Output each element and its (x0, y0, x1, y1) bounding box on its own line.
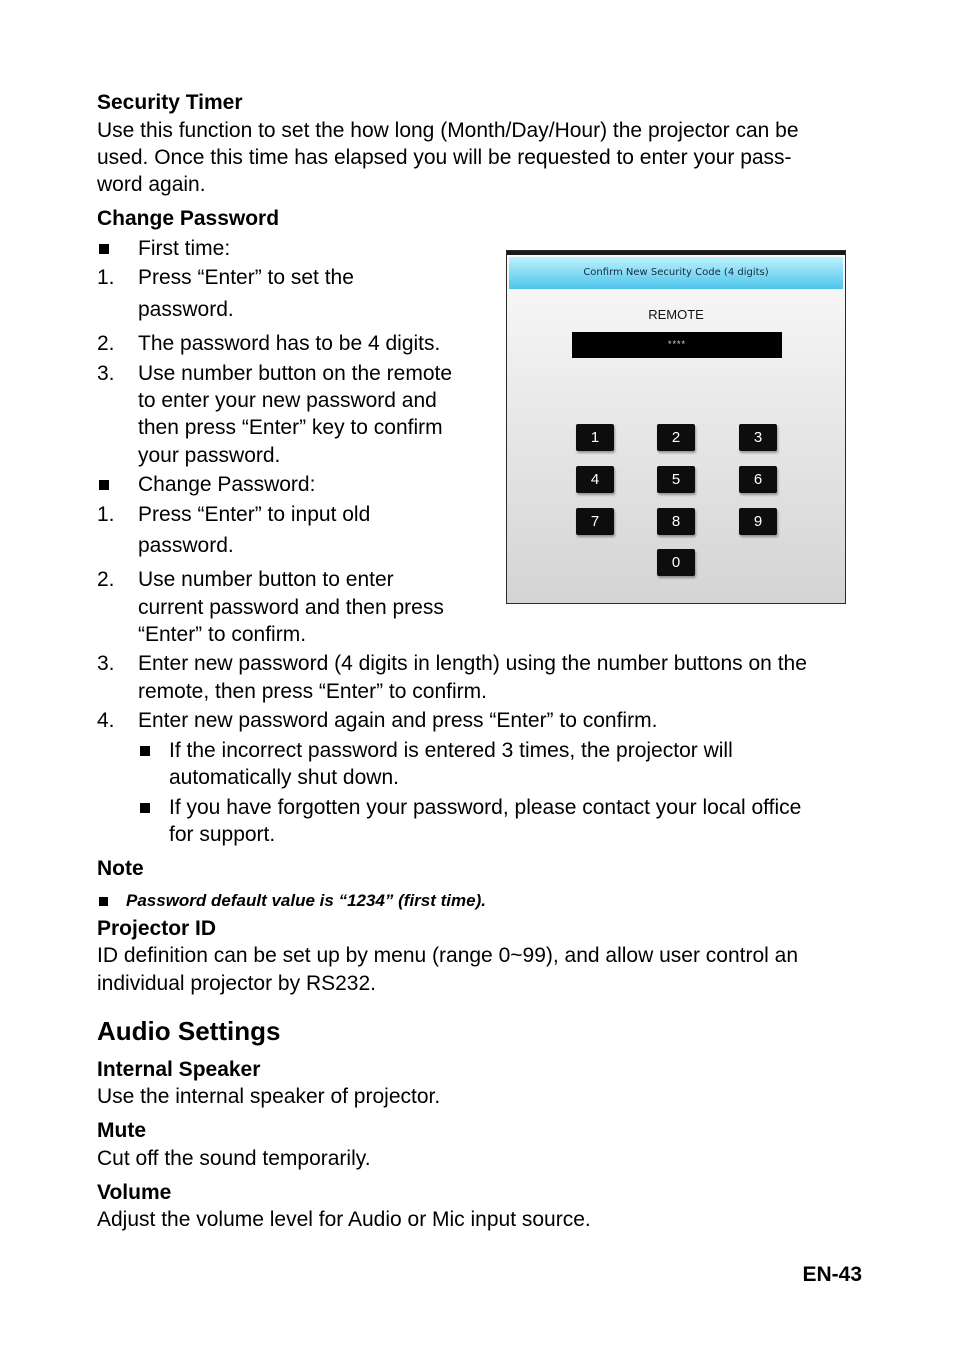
first-time-step-1-line-1: Press “Enter” to set the (138, 266, 354, 289)
page-number: EN-43 (802, 1263, 862, 1286)
keypad-button-6[interactable]: 6 (739, 466, 777, 493)
bullet-icon (99, 480, 109, 490)
mute-text: Cut off the sound temporarily. (97, 1147, 371, 1170)
sub-bullet-2-line-2: for support. (169, 823, 276, 846)
change-step-1-line-1: Press “Enter” to input old (138, 503, 371, 526)
list-number: 3. (97, 652, 115, 675)
first-time-step-3-line-4: your password. (138, 444, 281, 467)
first-time-label: First time: (138, 237, 231, 260)
change-step-1-line-2: password. (138, 534, 234, 557)
sub-bullet-1-line-2: automatically shut down. (169, 766, 399, 789)
bullet-icon (99, 897, 108, 906)
sub-bullet-1-line-1: If the incorrect password is entered 3 times, the projector will (169, 739, 733, 762)
projector-id-line-2: individual projector by RS232. (97, 972, 376, 995)
list-number: 4. (97, 709, 115, 732)
first-time-step-3-line-1: Use number button on the remote (138, 362, 453, 385)
change-step-3-line-2: remote, then press “Enter” to confirm. (138, 680, 487, 703)
change-step-4: Enter new password again and press “Enter” to confirm. (138, 709, 658, 732)
list-number: 2. (97, 568, 115, 591)
change-step-2-line-1: Use number button to enter (138, 568, 394, 591)
first-time-step-1-line-2: password. (138, 298, 234, 321)
change-step-2-line-3: “Enter” to confirm. (138, 623, 307, 646)
security-code-input[interactable]: **** (572, 332, 782, 358)
internal-speaker-heading: Internal Speaker (97, 1058, 261, 1081)
volume-text: Adjust the volume level for Audio or Mic input source. (97, 1208, 591, 1231)
dialog-title: Confirm New Security Code (4 digits) (509, 257, 843, 289)
projector-id-line-1: ID definition can be set up by menu (range 0~99), and allow user control an (97, 944, 799, 967)
list-number: 2. (97, 332, 115, 355)
mute-heading: Mute (97, 1119, 146, 1142)
dialog-top-border (507, 251, 845, 255)
bullet-icon (99, 244, 109, 254)
bullet-icon (140, 746, 150, 756)
security-timer-heading: Security Timer (97, 91, 243, 114)
list-number: 1. (97, 266, 115, 289)
keypad-button-8[interactable]: 8 (657, 508, 695, 535)
first-time-step-2: The password has to be 4 digits. (138, 332, 441, 355)
remote-label: REMOTE (648, 307, 704, 322)
note-heading: Note (97, 857, 144, 880)
change-step-2-line-2: current password and then press (138, 596, 444, 619)
audio-settings-heading: Audio Settings (97, 1016, 281, 1046)
keypad-button-7[interactable]: 7 (576, 508, 614, 535)
note-text: Password default value is “1234” (first time). (126, 891, 486, 910)
keypad-button-1[interactable]: 1 (576, 424, 614, 451)
bullet-icon (140, 803, 150, 813)
sub-bullet-2-line-1: If you have forgotten your password, please contact your local office (169, 796, 802, 819)
first-time-step-3-line-2: to enter your new password and (138, 389, 437, 412)
internal-speaker-text: Use the internal speaker of projector. (97, 1085, 441, 1108)
keypad-button-5[interactable]: 5 (657, 466, 695, 493)
keypad-button-4[interactable]: 4 (576, 466, 614, 493)
security-timer-line-1: Use this function to set the how long (Month/Day/Hour) the projector can be (97, 119, 799, 142)
list-number: 1. (97, 503, 115, 526)
keypad-button-3[interactable]: 3 (739, 424, 777, 451)
first-time-step-3-line-3: then press “Enter” key to confirm (138, 416, 443, 439)
security-timer-line-3: word again. (97, 173, 206, 196)
list-number: 3. (97, 362, 115, 385)
projector-id-heading: Projector ID (97, 917, 217, 940)
change-password-heading: Change Password (97, 207, 280, 230)
volume-heading: Volume (97, 1181, 172, 1204)
keypad-button-0[interactable]: 0 (657, 549, 695, 576)
security-timer-line-2: used. Once this time has elapsed you will be requested to enter your pass- (97, 146, 792, 169)
keypad-button-2[interactable]: 2 (657, 424, 695, 451)
security-code-dialog (506, 250, 846, 604)
keypad-button-9[interactable]: 9 (739, 508, 777, 535)
change-step-3-line-1: Enter new password (4 digits in length) using the number buttons on the (138, 652, 807, 675)
change-password-label: Change Password: (138, 473, 316, 496)
